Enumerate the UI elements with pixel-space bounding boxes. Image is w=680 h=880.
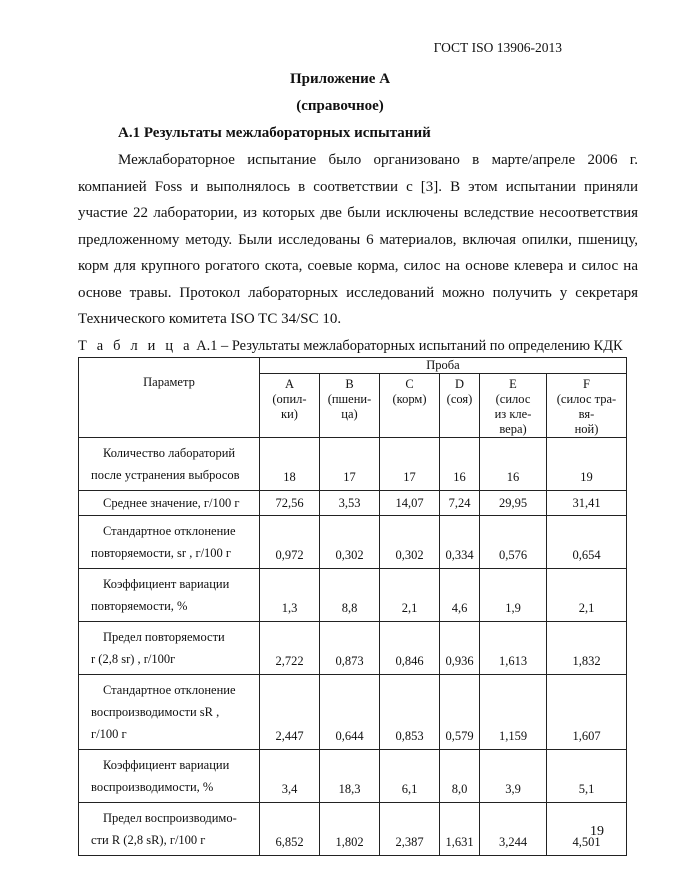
column-header-line: (пшени-: [327, 392, 372, 406]
param-cell: [79, 803, 260, 856]
table-row: [79, 516, 627, 569]
appendix-title: Приложение А: [289, 71, 391, 87]
value-cell: 1,802: [320, 803, 380, 856]
column-header-a: [260, 374, 320, 438]
column-header-line: из кле-: [494, 407, 532, 421]
column-header-line: А: [284, 377, 295, 391]
value-cell: 8,8: [320, 569, 380, 622]
param-line: воспроизводимости, %: [91, 780, 214, 794]
param-line: Предел повторяемости: [103, 630, 225, 644]
column-header-line: вя-: [578, 407, 595, 421]
value-cell: 6,852: [260, 803, 320, 856]
param-line: Стандартное отклонение: [103, 683, 236, 697]
value-cell: 1,832: [547, 622, 627, 675]
value-cell: 0,579: [440, 675, 480, 750]
column-header-b: [320, 374, 380, 438]
value-cell: 18: [260, 438, 320, 491]
table-row: [79, 491, 627, 516]
value-cell: 1,3: [260, 569, 320, 622]
value-cell: 31,41: [547, 491, 627, 516]
column-header-line: F: [583, 377, 590, 391]
column-header-line: (силос тра-: [556, 392, 617, 406]
value-cell: 2,1: [380, 569, 440, 622]
column-header-line: (соя): [446, 392, 473, 406]
param-cell: [79, 675, 260, 750]
value-cell: 17: [320, 438, 380, 491]
value-cell: 1,613: [480, 622, 547, 675]
value-cell: 19: [547, 438, 627, 491]
column-header-line: (корм): [392, 392, 427, 406]
page-number: 19: [590, 824, 604, 839]
value-cell: 16: [480, 438, 547, 491]
column-header-line: В: [345, 377, 354, 391]
proba-header: Проба: [260, 358, 627, 374]
column-header-line: Е: [509, 377, 517, 391]
value-cell: 72,56: [260, 491, 320, 516]
param-line: Среднее значение, г/100 г: [103, 496, 240, 510]
table-body: [79, 438, 627, 856]
param-line: Стандартное отклонение: [103, 524, 236, 538]
value-cell: 0,576: [480, 516, 547, 569]
value-cell: 0,302: [380, 516, 440, 569]
value-cell: 14,07: [380, 491, 440, 516]
table-row: [79, 622, 627, 675]
column-header-line: (опил-: [272, 392, 307, 406]
param-line: после устранения выбросов: [91, 468, 240, 482]
value-cell: 3,9: [480, 750, 547, 803]
value-cell: 0,873: [320, 622, 380, 675]
param-cell: [79, 438, 260, 491]
value-cell: 2,722: [260, 622, 320, 675]
value-cell: 0,644: [320, 675, 380, 750]
table-row: [79, 803, 627, 856]
param-line: r (2,8 sr) , r/100г: [91, 652, 176, 666]
column-header-d: [440, 374, 480, 438]
table-row: [79, 750, 627, 803]
value-cell: 3,53: [320, 491, 380, 516]
value-cell: 7,24: [440, 491, 480, 516]
body-paragraph: [78, 147, 638, 333]
value-cell: 2,447: [260, 675, 320, 750]
body-paragraph-text: Межлабораторное испытание было организовано в марте/апреле 2006 г. компанией Foss и выполнялось в соответствии с [3]. В этом испытании приняли участие 22 лаборатории, из которых две были исключены вследствие несоответствия предложенному методу. Были исследованы 6 материалов, включая опилки, пшеницу, корм для крупного рогатого скота, соевые корма, силос на основе клевера и силос на основе травы. Протокол лабораторных исследований можно получить у секретаря Технического комитета ISO TC 34/SC 10.: [78, 152, 638, 327]
section-title: А.1 Результаты межлабораторных испытаний: [118, 125, 431, 141]
param-line: повторяемости, %: [91, 599, 188, 613]
param-line: повторяемости, sr , г/100 г: [91, 546, 232, 560]
value-cell: 1,607: [547, 675, 627, 750]
value-cell: 29,95: [480, 491, 547, 516]
column-header-line: D: [454, 377, 465, 391]
table-caption: [78, 338, 623, 355]
value-cell: 0,846: [380, 622, 440, 675]
value-cell: 8,0: [440, 750, 480, 803]
column-header-line: ки): [281, 407, 298, 421]
table-caption-prefix: Т а б л и ц а: [78, 338, 193, 354]
param-line: Предел воспроизводимо-: [103, 811, 237, 825]
value-cell: 2,1: [547, 569, 627, 622]
value-cell: 1,9: [480, 569, 547, 622]
column-header-line: ца): [341, 407, 358, 421]
results-table: [78, 357, 627, 856]
param-cell: [79, 516, 260, 569]
param-cell: [79, 569, 260, 622]
param-cell: [79, 622, 260, 675]
value-cell: 4,6: [440, 569, 480, 622]
param-cell: [79, 491, 260, 516]
param-line: Коэффициент вариации: [103, 577, 230, 591]
param-line: воспроизводимости sR ,: [91, 705, 220, 719]
table-row: [79, 438, 627, 491]
param-line: г/100 г: [91, 727, 127, 741]
param-line: Количество лабораторий: [103, 446, 236, 460]
column-header-line: ной): [574, 422, 599, 436]
document-code: ГОСТ ISO 13906-2013: [433, 40, 562, 55]
table-row: [79, 675, 627, 750]
table-row: [79, 569, 627, 622]
column-header-line: (силос: [495, 392, 531, 406]
column-header-line: вера): [499, 422, 527, 436]
value-cell: 18,3: [320, 750, 380, 803]
value-cell: 3,4: [260, 750, 320, 803]
table-caption-text: А.1 – Результаты межлабораторных испытаний по определению КДК: [192, 338, 623, 354]
value-cell: 0,936: [440, 622, 480, 675]
value-cell: 3,244: [480, 803, 547, 856]
value-cell: 0,302: [320, 516, 380, 569]
column-header-line: С: [405, 377, 414, 391]
appendix-subtitle: (справочное): [296, 98, 384, 114]
value-cell: 4,501: [547, 803, 627, 856]
column-header-c: [380, 374, 440, 438]
value-cell: 5,1: [547, 750, 627, 803]
value-cell: 16: [440, 438, 480, 491]
param-line: сти R (2,8 sR), г/100 г: [91, 833, 206, 847]
param-cell: [79, 750, 260, 803]
value-cell: 0,972: [260, 516, 320, 569]
value-cell: 1,159: [480, 675, 547, 750]
value-cell: 6,1: [380, 750, 440, 803]
param-header: Параметр: [79, 358, 260, 438]
value-cell: 17: [380, 438, 440, 491]
value-cell: 0,853: [380, 675, 440, 750]
column-header-f: [547, 374, 627, 438]
value-cell: 1,631: [440, 803, 480, 856]
param-line: Коэффициент вариации: [103, 758, 230, 772]
value-cell: 0,334: [440, 516, 480, 569]
value-cell: 2,387: [380, 803, 440, 856]
column-header-e: [480, 374, 547, 438]
value-cell: 0,654: [547, 516, 627, 569]
